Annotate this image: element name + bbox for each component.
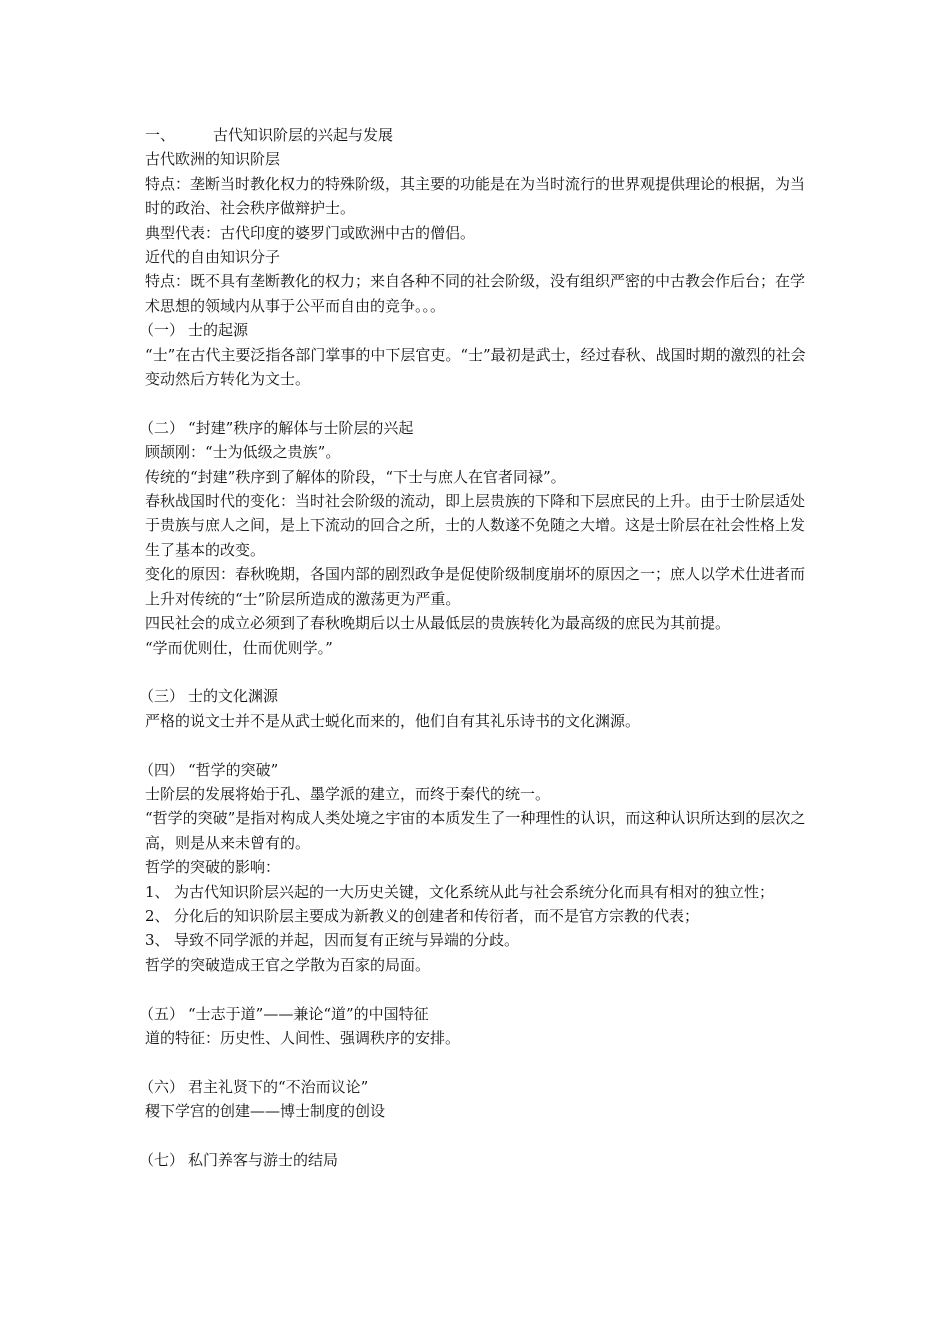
- modern-feature: 特点：既不具有垄断教化的权力；来自各种不同的社会阶级，没有组织严密的中古教会作后台；在学术思想的领域内从事于公平而自由的竞争。。。: [145, 272, 806, 315]
- list-item-text: 分化后的知识阶层主要成为新教义的创建者和传衍者，而不是官方宗教的代表；: [174, 906, 700, 925]
- section-6-paragraph: 稷下学宫的创建——博士制度的创设: [145, 1102, 386, 1121]
- list-item-number: 1、: [145, 882, 170, 901]
- main-heading-text: 古代知识阶层的兴起与发展: [213, 126, 394, 144]
- europe-title: 古代欧洲的知识阶层: [145, 150, 281, 169]
- section-3-paragraph: 严格的说文士并不是从武士蜕化而来的，他们自有其礼乐诗书的文化渊源。: [145, 711, 641, 730]
- section-3-number: （三）: [139, 687, 185, 706]
- section-2-heading: [139, 416, 810, 440]
- section-3-heading: [139, 684, 810, 708]
- section-2-paragraph-4: 变化的原因：春秋晚期，各国内部的剧烈政争是促使阶级制度崩坏的原因之一；庶人以学术仕进者而上升对传统的“士”阶层所造成的激荡更为严重。: [145, 565, 806, 608]
- section-4-number: （四）: [139, 760, 185, 779]
- document-body: [139, 123, 810, 1172]
- section-7-number: （七）: [139, 1150, 185, 1169]
- section-2-title: “封建”秩序的解体与士阶层的兴起: [188, 418, 414, 437]
- list-item: [145, 904, 810, 928]
- section-3-title: 士的文化渊源: [188, 687, 279, 706]
- section-6-number: （六）: [139, 1077, 185, 1096]
- section-6-title: 君主礼贤下的“不治而议论”: [188, 1077, 369, 1096]
- section-5-number: （五）: [139, 1004, 185, 1023]
- list-item-text: 为古代知识阶层兴起的一大历史关键，文化系统从此与社会系统分化而具有相对的独立性；: [174, 882, 775, 901]
- section-5-paragraph: 道的特征：历史性、人间性、强调秩序的安排。: [145, 1028, 461, 1047]
- list-item-number: 3、: [145, 931, 170, 950]
- section-7-title: 私门养客与游士的结局: [188, 1150, 339, 1169]
- section-4-paragraph-1: 士阶层的发展将始于孔、墨学派的建立，而终于秦代的统一。: [145, 784, 551, 803]
- section-2-paragraph-2: 传统的“封建”秩序到了解体的阶段，“下士与庶人在官者同禄”。: [145, 467, 566, 486]
- list-item-text: 导致不同学派的并起，因而复有正统与异端的分歧。: [174, 931, 520, 950]
- main-heading: [145, 123, 810, 147]
- section-1-number: （一）: [139, 321, 185, 340]
- list-item: [145, 928, 810, 952]
- section-2-paragraph-3: 春秋战国时代的变化：当时社会阶级的流动，即上层贵族的下降和下层庶民的上升。由于士阶层适处于贵族与庶人之间，是上下流动的回合之所，士的人数遂不免随之大增。这是士阶层在社会性格上发生了基本的改变。: [145, 492, 806, 559]
- section-4-heading: [139, 758, 810, 782]
- main-heading-number: 一、: [145, 126, 176, 144]
- section-4-paragraph-2: “哲学的突破”是指对构成人类处境之宇宙的本质发生了一种理性的认识，而这种认识所达到的层次之高，则是从来未曾有的。: [145, 809, 806, 852]
- europe-representative: 典型代表：古代印度的婆罗门或欧洲中古的僧侣。: [145, 223, 476, 242]
- list-item-number: 2、: [145, 906, 170, 925]
- section-7-heading: [139, 1148, 810, 1172]
- section-2-paragraph-1: 顾颉刚：“士为低级之贵族”。: [145, 443, 341, 462]
- section-6-heading: [139, 1075, 810, 1099]
- section-4-paragraph-3: 哲学的突破的影响：: [145, 858, 281, 877]
- section-1-title: 士的起源: [188, 321, 249, 340]
- section-2-paragraph-5: 四民社会的成立必须到了春秋晚期后以士从最低层的贵族转化为最高级的庶民为其前提。: [145, 614, 731, 633]
- europe-feature: 特点：垄断当时教化权力的特殊阶级，其主要的功能是在为当时流行的世界观提供理论的根据，为当时的政治、社会秩序做辩护士。: [145, 174, 806, 218]
- section-5-heading: [139, 1002, 810, 1026]
- list-item: [145, 880, 810, 904]
- section-2-number: （二）: [139, 418, 185, 437]
- section-1-paragraph: “士”在古代主要泛指各部门掌事的中下层官吏。“士”最初是武士，经过春秋、战国时期的激烈的社会变动然后方转化为文士。: [145, 345, 806, 389]
- section-4-title: “哲学的突破”: [188, 760, 279, 779]
- section-1-heading: [139, 318, 810, 342]
- section-2-quote: “学而优则仕，仕而优则学。”: [145, 638, 333, 657]
- section-5-title: “士志于道”——兼论“道”的中国特征: [188, 1004, 429, 1023]
- modern-title: 近代的自由知识分子: [145, 248, 281, 267]
- section-4-paragraph-4: 哲学的突破造成王官之学散为百家的局面。: [145, 955, 431, 974]
